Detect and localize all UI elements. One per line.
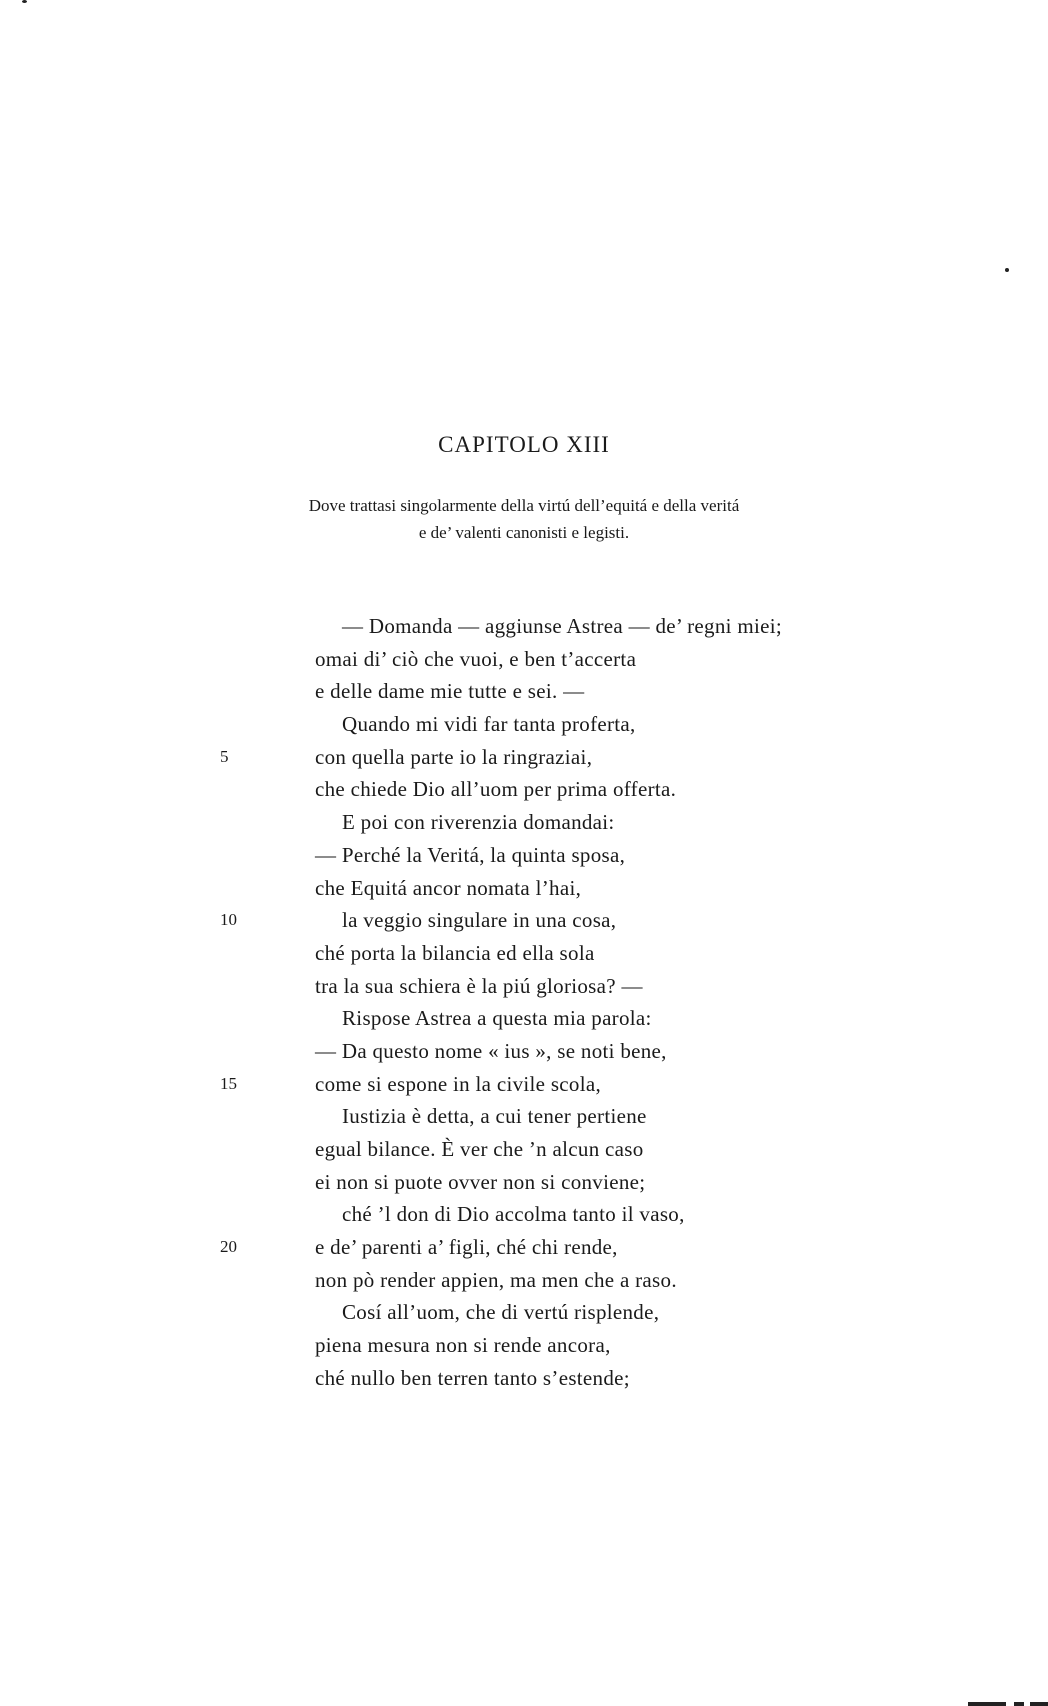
subtitle-line-2: e de’ valenti canonisti e legisti. (418, 523, 630, 542)
verse-text: con quella parte io la ringraziai, (315, 744, 593, 769)
verse-line (0, 1002, 1048, 1035)
verse-line (0, 1035, 1048, 1068)
verse-line (0, 643, 1048, 676)
verse-line (0, 1166, 1048, 1199)
verse-text: egual bilance. È ver che ’n alcun caso (315, 1137, 644, 1161)
subtitle-line-1: Dove trattasi singolarmente della virtú dell’equitá e della veritá (308, 496, 740, 515)
verse-line (0, 675, 1048, 708)
verse-text: — Perché la Veritá, la quinta sposa, (315, 842, 626, 867)
verse-text: ché porta la bilancia ed ella sola (315, 940, 595, 965)
ink-speck (22, 0, 27, 3)
line-number: 20 (220, 1237, 237, 1257)
line-number: 10 (220, 910, 237, 930)
chapter-subtitle (0, 492, 1048, 546)
verse-text: omai di’ ciò che vuoi, e ben t’accerta (315, 646, 637, 671)
verse-line (0, 773, 1048, 806)
verse-text: Quando mi vidi far tanta proferta, (342, 712, 636, 737)
verse-text: ei non si puote ovver non si conviene; (315, 1169, 646, 1194)
chapter-title: CAPITOLO XIII (438, 432, 610, 457)
verse-line (0, 970, 1048, 1003)
verse-line (0, 904, 1048, 937)
verse-line (0, 1329, 1048, 1362)
verse-line (0, 1100, 1048, 1133)
verse-text: — Da questo nome « ius », se noti bene, (315, 1038, 667, 1063)
verse-text: ché nullo ben terren tanto s’estende; (315, 1365, 630, 1390)
verse-text: ché ’l don di Dio accolma tanto il vaso, (342, 1202, 685, 1227)
verse-line (0, 610, 1048, 643)
verse-text: Rispose Astrea a questa mia parola: (342, 1006, 652, 1031)
verse-line (0, 806, 1048, 839)
verse-text: che Equitá ancor nomata l’hai, (315, 875, 582, 900)
verse-line (0, 1296, 1048, 1329)
verse-line (0, 1362, 1048, 1395)
verse-text: — Domanda — aggiunse Astrea — de’ regni miei; (342, 614, 783, 638)
verse-line (0, 1068, 1048, 1101)
verse-line (0, 937, 1048, 970)
verse-text: non pò render appien, ma men che a raso. (315, 1267, 677, 1292)
verse-line (0, 708, 1048, 741)
verse-text: E poi con riverenzia domandai: (342, 810, 615, 835)
verse-line (0, 1198, 1048, 1231)
verse-line (0, 1133, 1048, 1166)
poem-text (0, 610, 1048, 1395)
verse-text: la veggio singulare in una cosa, (342, 908, 617, 933)
verse-text: piena mesura non si rende ancora, (315, 1333, 611, 1358)
verse-text: che chiede Dio all’uom per prima offerta. (315, 777, 677, 802)
verse-line (0, 872, 1048, 905)
verse-line (0, 1231, 1048, 1264)
verse-text: tra la sua schiera è la piú gloriosa? — (315, 973, 643, 998)
printer-mark (968, 1700, 1048, 1706)
verse-line (0, 1264, 1048, 1297)
verse-text: e delle dame mie tutte e sei. — (315, 679, 585, 704)
ink-speck (1005, 268, 1009, 272)
verse-text: come si espone in la civile scola, (315, 1071, 602, 1096)
line-number: 5 (220, 746, 229, 766)
line-number: 15 (220, 1073, 237, 1093)
verse-text: Cosí all’uom, che di vertú risplende, (342, 1300, 660, 1325)
verse-text: Iustizia è detta, a cui tener pertiene (342, 1104, 647, 1129)
verse-text: e de’ parenti a’ figli, ché chi rende, (315, 1235, 618, 1260)
verse-line (0, 741, 1048, 774)
verse-line (0, 839, 1048, 872)
